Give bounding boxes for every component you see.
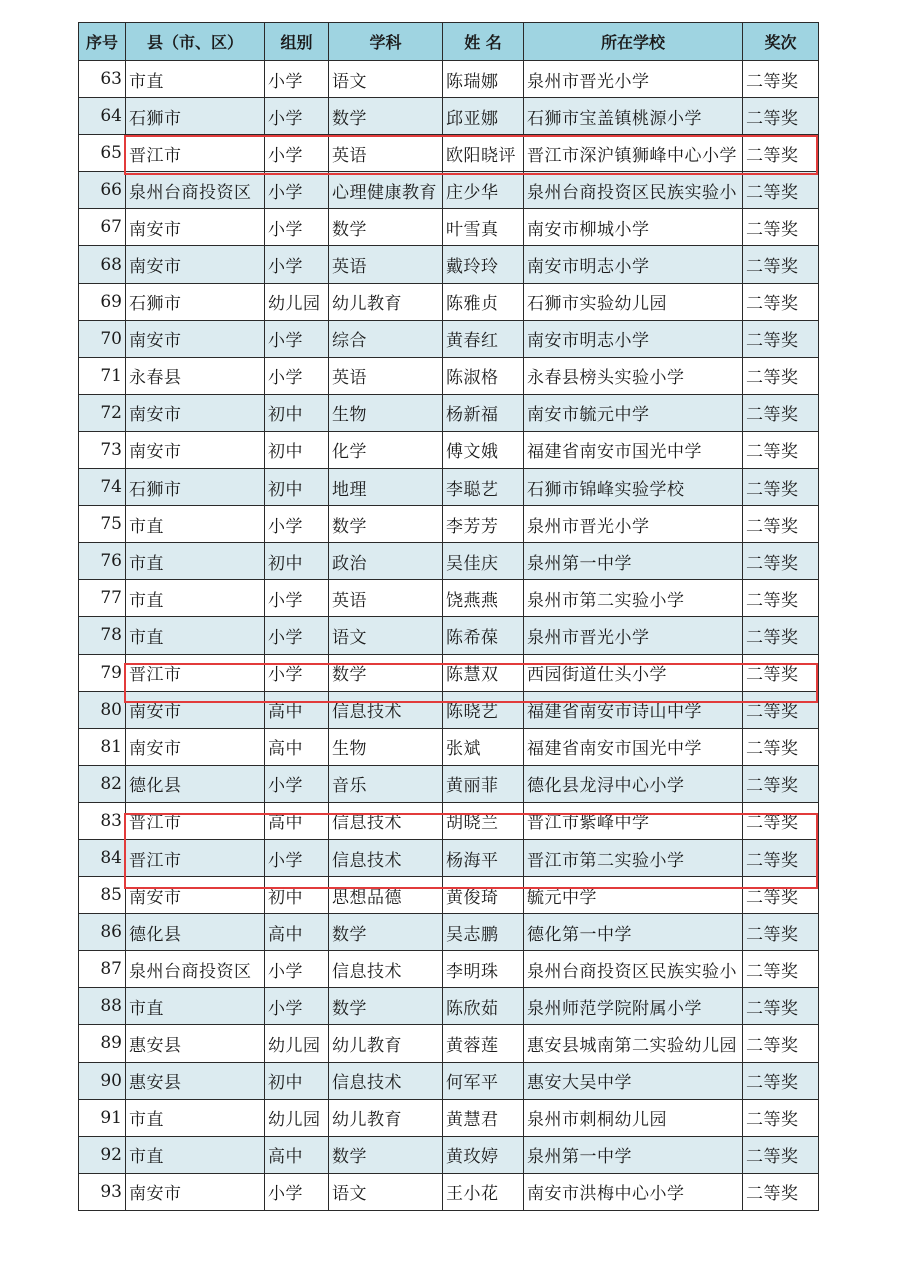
cell-award: 二等奖	[743, 394, 819, 431]
cell-award: 二等奖	[743, 691, 819, 728]
cell-name: 黄俊琦	[443, 877, 524, 914]
cell-school: 福建省南安市诗山中学	[524, 691, 743, 728]
cell-group: 高中	[265, 914, 329, 951]
table-row	[79, 98, 819, 135]
cell-group: 小学	[265, 98, 329, 135]
cell-subject: 心理健康教育	[329, 172, 443, 209]
table-row	[79, 691, 819, 728]
cell-group: 小学	[265, 951, 329, 988]
table-row	[79, 1062, 819, 1099]
cell-school: 泉州台商投资区民族实验小	[524, 172, 743, 209]
cell-school: 晋江市第二实验小学	[524, 839, 743, 876]
table-row	[79, 1025, 819, 1062]
cell-name: 欧阳晓评	[443, 135, 524, 172]
cell-serial: 73	[79, 431, 126, 468]
cell-county: 市直	[126, 506, 265, 543]
table-row	[79, 1173, 819, 1210]
cell-school: 南安市明志小学	[524, 320, 743, 357]
cell-group: 小学	[265, 506, 329, 543]
table-row	[79, 951, 819, 988]
cell-school: 泉州市晋光小学	[524, 61, 743, 98]
cell-name: 傅文娥	[443, 431, 524, 468]
cell-group: 小学	[265, 839, 329, 876]
cell-name: 吴佳庆	[443, 543, 524, 580]
table-row	[79, 246, 819, 283]
cell-county: 晋江市	[126, 839, 265, 876]
cell-subject: 化学	[329, 431, 443, 468]
cell-subject: 数学	[329, 209, 443, 246]
cell-subject: 语文	[329, 61, 443, 98]
cell-subject: 数学	[329, 654, 443, 691]
cell-name: 杨新福	[443, 394, 524, 431]
cell-award: 二等奖	[743, 506, 819, 543]
cell-group: 初中	[265, 543, 329, 580]
cell-subject: 数学	[329, 914, 443, 951]
table-row	[79, 61, 819, 98]
cell-group: 初中	[265, 394, 329, 431]
cell-serial: 71	[79, 357, 126, 394]
cell-county: 南安市	[126, 691, 265, 728]
cell-subject: 英语	[329, 357, 443, 394]
cell-serial: 77	[79, 580, 126, 617]
cell-county: 市直	[126, 543, 265, 580]
cell-school: 惠安大吴中学	[524, 1062, 743, 1099]
cell-name: 叶雪真	[443, 209, 524, 246]
cell-award: 二等奖	[743, 543, 819, 580]
cell-school: 毓元中学	[524, 877, 743, 914]
cell-subject: 生物	[329, 728, 443, 765]
cell-award: 二等奖	[743, 1173, 819, 1210]
cell-subject: 语文	[329, 1173, 443, 1210]
cell-award: 二等奖	[743, 246, 819, 283]
cell-serial: 72	[79, 394, 126, 431]
header-subject: 学科	[329, 23, 443, 61]
cell-name: 陈淑格	[443, 357, 524, 394]
cell-award: 二等奖	[743, 209, 819, 246]
cell-county: 惠安县	[126, 1025, 265, 1062]
cell-serial: 70	[79, 320, 126, 357]
cell-group: 初中	[265, 877, 329, 914]
cell-award: 二等奖	[743, 1062, 819, 1099]
cell-county: 德化县	[126, 765, 265, 802]
cell-serial: 93	[79, 1173, 126, 1210]
cell-county: 泉州台商投资区	[126, 951, 265, 988]
table-row	[79, 802, 819, 839]
cell-award: 二等奖	[743, 320, 819, 357]
table-row	[79, 135, 819, 172]
cell-name: 黄玫婷	[443, 1136, 524, 1173]
table-row	[79, 914, 819, 951]
cell-name: 戴玲玲	[443, 246, 524, 283]
cell-award: 二等奖	[743, 728, 819, 765]
cell-group: 初中	[265, 431, 329, 468]
cell-subject: 数学	[329, 988, 443, 1025]
cell-group: 小学	[265, 209, 329, 246]
cell-subject: 信息技术	[329, 951, 443, 988]
cell-serial: 68	[79, 246, 126, 283]
cell-award: 二等奖	[743, 580, 819, 617]
cell-school: 德化县龙浔中心小学	[524, 765, 743, 802]
award-table	[78, 22, 819, 1211]
cell-name: 黄慧君	[443, 1099, 524, 1136]
cell-award: 二等奖	[743, 1025, 819, 1062]
cell-name: 陈希葆	[443, 617, 524, 654]
cell-subject: 数学	[329, 506, 443, 543]
cell-name: 陈雅贞	[443, 283, 524, 320]
cell-school: 永春县榜头实验小学	[524, 357, 743, 394]
cell-subject: 信息技术	[329, 691, 443, 728]
cell-award: 二等奖	[743, 654, 819, 691]
cell-county: 南安市	[126, 394, 265, 431]
table-row	[79, 877, 819, 914]
table-row	[79, 357, 819, 394]
cell-serial: 74	[79, 469, 126, 506]
table-header-row	[79, 23, 819, 61]
cell-group: 小学	[265, 61, 329, 98]
header-serial: 序号	[79, 23, 126, 61]
table-row	[79, 283, 819, 320]
cell-award: 二等奖	[743, 98, 819, 135]
cell-name: 张斌	[443, 728, 524, 765]
cell-name: 何军平	[443, 1062, 524, 1099]
cell-subject: 英语	[329, 580, 443, 617]
cell-serial: 78	[79, 617, 126, 654]
cell-county: 石狮市	[126, 469, 265, 506]
cell-group: 幼儿园	[265, 283, 329, 320]
cell-school: 石狮市宝盖镇桃源小学	[524, 98, 743, 135]
cell-group: 小学	[265, 246, 329, 283]
cell-county: 南安市	[126, 728, 265, 765]
cell-name: 庄少华	[443, 172, 524, 209]
cell-school: 德化第一中学	[524, 914, 743, 951]
cell-award: 二等奖	[743, 431, 819, 468]
table-row	[79, 172, 819, 209]
cell-serial: 67	[79, 209, 126, 246]
cell-school: 南安市柳城小学	[524, 209, 743, 246]
cell-group: 高中	[265, 802, 329, 839]
table-row	[79, 506, 819, 543]
cell-award: 二等奖	[743, 802, 819, 839]
cell-name: 黄蓉莲	[443, 1025, 524, 1062]
table-row	[79, 320, 819, 357]
cell-award: 二等奖	[743, 1099, 819, 1136]
cell-name: 李明珠	[443, 951, 524, 988]
cell-serial: 85	[79, 877, 126, 914]
cell-award: 二等奖	[743, 469, 819, 506]
header-award: 奖次	[743, 23, 819, 61]
table-row	[79, 580, 819, 617]
cell-school: 石狮市锦峰实验学校	[524, 469, 743, 506]
cell-school: 泉州市第二实验小学	[524, 580, 743, 617]
cell-school: 泉州市晋光小学	[524, 506, 743, 543]
table-row	[79, 1136, 819, 1173]
table-row	[79, 431, 819, 468]
cell-school: 惠安县城南第二实验幼儿园	[524, 1025, 743, 1062]
header-name: 姓 名	[443, 23, 524, 61]
cell-name: 黄春红	[443, 320, 524, 357]
cell-award: 二等奖	[743, 61, 819, 98]
cell-school: 南安市明志小学	[524, 246, 743, 283]
cell-serial: 80	[79, 691, 126, 728]
cell-subject: 音乐	[329, 765, 443, 802]
cell-award: 二等奖	[743, 951, 819, 988]
cell-school: 晋江市紫峰中学	[524, 802, 743, 839]
cell-group: 小学	[265, 135, 329, 172]
cell-serial: 86	[79, 914, 126, 951]
table-row	[79, 728, 819, 765]
cell-county: 南安市	[126, 246, 265, 283]
cell-subject: 英语	[329, 246, 443, 283]
cell-name: 胡晓兰	[443, 802, 524, 839]
table-row	[79, 1099, 819, 1136]
table-row	[79, 209, 819, 246]
cell-group: 初中	[265, 469, 329, 506]
header-county: 县（市、区）	[126, 23, 265, 61]
cell-school: 晋江市深沪镇狮峰中心小学	[524, 135, 743, 172]
cell-name: 邱亚娜	[443, 98, 524, 135]
cell-school: 西园街道仕头小学	[524, 654, 743, 691]
cell-subject: 信息技术	[329, 802, 443, 839]
table-row	[79, 469, 819, 506]
cell-serial: 84	[79, 839, 126, 876]
cell-county: 市直	[126, 988, 265, 1025]
cell-award: 二等奖	[743, 135, 819, 172]
cell-subject: 语文	[329, 617, 443, 654]
cell-serial: 88	[79, 988, 126, 1025]
cell-school: 南安市毓元中学	[524, 394, 743, 431]
cell-name: 李聪艺	[443, 469, 524, 506]
cell-county: 南安市	[126, 320, 265, 357]
cell-award: 二等奖	[743, 1136, 819, 1173]
cell-county: 南安市	[126, 1173, 265, 1210]
cell-award: 二等奖	[743, 839, 819, 876]
cell-name: 杨海平	[443, 839, 524, 876]
cell-serial: 92	[79, 1136, 126, 1173]
cell-award: 二等奖	[743, 765, 819, 802]
cell-county: 市直	[126, 1136, 265, 1173]
cell-serial: 81	[79, 728, 126, 765]
cell-county: 晋江市	[126, 802, 265, 839]
cell-group: 小学	[265, 988, 329, 1025]
table-row	[79, 988, 819, 1025]
cell-name: 黄丽菲	[443, 765, 524, 802]
table-row	[79, 654, 819, 691]
cell-group: 小学	[265, 765, 329, 802]
cell-school: 泉州第一中学	[524, 543, 743, 580]
header-group: 组别	[265, 23, 329, 61]
header-school: 所在学校	[524, 23, 743, 61]
cell-group: 小学	[265, 654, 329, 691]
cell-award: 二等奖	[743, 357, 819, 394]
cell-serial: 65	[79, 135, 126, 172]
cell-subject: 幼儿教育	[329, 1025, 443, 1062]
cell-serial: 83	[79, 802, 126, 839]
cell-county: 市直	[126, 61, 265, 98]
cell-subject: 生物	[329, 394, 443, 431]
cell-school: 泉州市刺桐幼儿园	[524, 1099, 743, 1136]
cell-name: 陈瑞娜	[443, 61, 524, 98]
cell-serial: 90	[79, 1062, 126, 1099]
cell-serial: 64	[79, 98, 126, 135]
table-row	[79, 394, 819, 431]
cell-group: 小学	[265, 617, 329, 654]
cell-subject: 思想品德	[329, 877, 443, 914]
cell-subject: 幼儿教育	[329, 283, 443, 320]
cell-subject: 信息技术	[329, 839, 443, 876]
cell-county: 市直	[126, 580, 265, 617]
cell-group: 高中	[265, 691, 329, 728]
cell-serial: 66	[79, 172, 126, 209]
cell-name: 陈晓艺	[443, 691, 524, 728]
cell-group: 小学	[265, 1173, 329, 1210]
cell-subject: 地理	[329, 469, 443, 506]
cell-name: 陈慧双	[443, 654, 524, 691]
cell-subject: 数学	[329, 98, 443, 135]
cell-award: 二等奖	[743, 877, 819, 914]
table-row	[79, 617, 819, 654]
cell-county: 石狮市	[126, 98, 265, 135]
cell-school: 泉州台商投资区民族实验小	[524, 951, 743, 988]
table-row	[79, 543, 819, 580]
cell-school: 泉州师范学院附属小学	[524, 988, 743, 1025]
cell-subject: 政治	[329, 543, 443, 580]
cell-school: 南安市洪梅中心小学	[524, 1173, 743, 1210]
table-row	[79, 839, 819, 876]
cell-name: 陈欣茹	[443, 988, 524, 1025]
cell-group: 小学	[265, 580, 329, 617]
cell-award: 二等奖	[743, 617, 819, 654]
cell-county: 晋江市	[126, 135, 265, 172]
cell-school: 石狮市实验幼儿园	[524, 283, 743, 320]
cell-school: 福建省南安市国光中学	[524, 431, 743, 468]
cell-award: 二等奖	[743, 172, 819, 209]
cell-county: 德化县	[126, 914, 265, 951]
cell-county: 晋江市	[126, 654, 265, 691]
cell-serial: 89	[79, 1025, 126, 1062]
cell-county: 石狮市	[126, 283, 265, 320]
cell-group: 幼儿园	[265, 1025, 329, 1062]
cell-county: 南安市	[126, 431, 265, 468]
cell-county: 市直	[126, 1099, 265, 1136]
cell-subject: 综合	[329, 320, 443, 357]
cell-award: 二等奖	[743, 283, 819, 320]
cell-group: 小学	[265, 172, 329, 209]
cell-serial: 79	[79, 654, 126, 691]
cell-serial: 82	[79, 765, 126, 802]
cell-county: 市直	[126, 617, 265, 654]
cell-group: 高中	[265, 1136, 329, 1173]
cell-name: 饶燕燕	[443, 580, 524, 617]
cell-group: 小学	[265, 357, 329, 394]
cell-county: 南安市	[126, 877, 265, 914]
award-list-sheet	[78, 22, 818, 1211]
cell-group: 幼儿园	[265, 1099, 329, 1136]
cell-award: 二等奖	[743, 914, 819, 951]
cell-subject: 信息技术	[329, 1062, 443, 1099]
cell-serial: 91	[79, 1099, 126, 1136]
cell-serial: 63	[79, 61, 126, 98]
cell-name: 吴志鹏	[443, 914, 524, 951]
cell-county: 泉州台商投资区	[126, 172, 265, 209]
cell-award: 二等奖	[743, 988, 819, 1025]
cell-group: 初中	[265, 1062, 329, 1099]
cell-serial: 69	[79, 283, 126, 320]
cell-county: 永春县	[126, 357, 265, 394]
cell-group: 小学	[265, 320, 329, 357]
cell-subject: 幼儿教育	[329, 1099, 443, 1136]
cell-serial: 87	[79, 951, 126, 988]
table-row	[79, 765, 819, 802]
cell-county: 南安市	[126, 209, 265, 246]
cell-school: 福建省南安市国光中学	[524, 728, 743, 765]
cell-serial: 76	[79, 543, 126, 580]
cell-serial: 75	[79, 506, 126, 543]
cell-school: 泉州第一中学	[524, 1136, 743, 1173]
cell-school: 泉州市晋光小学	[524, 617, 743, 654]
cell-name: 王小花	[443, 1173, 524, 1210]
cell-group: 高中	[265, 728, 329, 765]
cell-subject: 数学	[329, 1136, 443, 1173]
cell-subject: 英语	[329, 135, 443, 172]
cell-name: 李芳芳	[443, 506, 524, 543]
cell-county: 惠安县	[126, 1062, 265, 1099]
